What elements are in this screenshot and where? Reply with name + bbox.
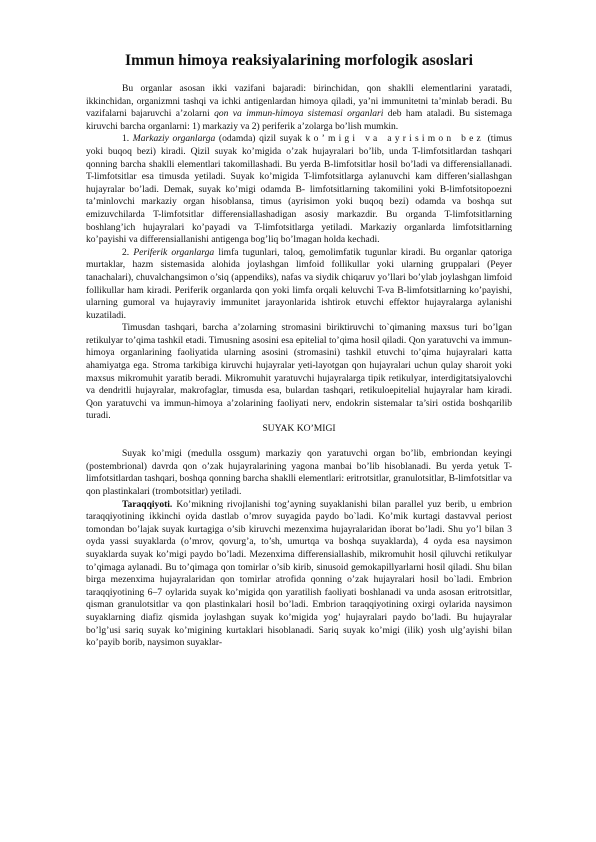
document-page <box>86 52 512 650</box>
paragraph-central-organs <box>86 133 512 246</box>
page-title: Immun himoya reaksiyalarining morfologik asoslari <box>125 52 473 69</box>
bold-term: Taraqqiyoti. <box>122 498 173 510</box>
paragraph-bone-marrow: Suyak ko’migi (medulla ossgum) markaziy qon yaratuvchi organ bo’lib, embriondan keyingi (postembrional) davrda qon o’zak hujayralarining yagona manbai bo’lib hisoblanadi. Bu yerda yetuk T-limfotsitlardan tashqari, boshqa qonning barcha shaklli elementlari: eritrotsitlar, granulotsitlar, B-limfotsitlar va qon plastinkalari (trombotsitlar) yetiladi. <box>86 448 512 497</box>
italic-term: Periferik organlarga <box>133 246 215 258</box>
text: Ko’mikning rivojlanishi tog’ayning suyaklanishi bilan parallel yuz berib, u embrion taraqqiyotining ikkinchi oyida dastlab o’mrov suyagida paydo bo`ladi. Ko’mik kurtagi dastavval periost tomondan bo’lajak suyak kurtagiga o’sib kiruvchi mezenxima hujayralaridan iborat bo’ladi. Shu yo’l bilan 3 oyda yassi suyaklarda (o’mrov, qovurg’a, to’sh, umurtqa va boshqa suyaklarda), 4 oyda esa naysimon suyaklarda suyak ko’migi paydo bo’ladi. Mezenxima differensiallashib, mikromuhit hosil qiluvchi retikulyar to’qimaga aylanadi. Bu to’qimaga qon tomirlar o’sib kirib, sinusoid gemokapillyarlarni hosil qiladi. Shu bilan birga mezenxima hujayralaridan qon tomirlar atrofida qonning o’zak hujayralari hosil bo`ladi. Embrion taraqqiyotining 6–7 oylarida suyak ko’migida qon yaratilish faoliyati boshlanadi va unda asosan eritrotsitlar, qisman granulotsitlar va qon plastinkalari hosil bo’ladi. Embrion taraqqiyotining oxirgi oylarida naysimon suyaklarning diafiz qismida joylashgan suyak ko’migida yog’ hujayralari paydo bo’ladi. Bu hujayralar bo’lg’usi sariq suyak ko’migining kurtaklari hisoblanadi. Sariq suyak ko’migi (ilik) yosh ulg’ayishi bilan ko’payib borib, naysimon suyaklar- <box>86 498 512 649</box>
text: limfa tugunlari, taloq, gemolimfatik tugunlar kiradi. Bu organlar qatoriga murtaklar, hazm sistemasida alohida joylashgan limfoid follikullar yoki ularning gruppalari (Peyer tanachalari), chuvalchangsimon o’siq (appendiks), nafas va siydik chiqaruv yo’llari bo’ylab joylashgan limfoid follikullar ham kiradi. Periferik organlarda qon yoki limfa orqali keluvchi T-va B-limfotsitlarning ko’payishi, ularning gumoral va hujayraviy immunitet jarayonlarida ishtirok etuvchi effektor hujayralarga aylanishi kuzatiladi. <box>86 246 512 321</box>
text: deb ham ataladi. Bu sistemaga kiruvchi barcha organlarni: 1) markaziy va 2) periferik a’zolarga bo’lish mumkin. <box>86 108 512 132</box>
text: Bu organlar asosan ikki vazifani bajaradi: birinchidan, qon shaklli elementlarini yaratadi, ikkinchidan, organizmni tashqi va ichki antigenlardan himoya qiladi, ya’ni immunitetni ta’minlab beradi. Bu vazifalarni bajaruvchi a’zolarni <box>86 83 512 120</box>
italic-term: qon va immun-himoya sistemasi organlari <box>214 108 384 120</box>
paragraph-stroma: Timusdan tashqari, barcha a’zolarning stromasini biriktiruvchi to`qimaning maxsus turi bo’lgan retikulyar to’qima tashkil etadi. Timusning asosini esa epitelial to’qima hosil qiladi. Qon yaratuvchi va immun-himoya organlarining faoliyatida ularning asosini (stromasini) tashkil etuvchi to’qima hujayralari katta ahamiyatga ega. Stroma tarkibiga kiruvchi hujayralar yeti-layotgan qon hujayralari uchun qulay sharoit yoki maxsus mikromuhit yaratib beradi. Mikromuhit yaratuvchi hujayralarga tipik retikulyar, interdigitatsiyalovchi va dendritli hujayralar, makrofaglar, timusda esa, bulardan tashqari, retikuloepitelial hujayralar ham kiradi. Qon yaratuvchi va immun-himoya a’zolarining faoliyati nerv, endokrin sistemalar ta’siri ostida boshqarilib turadi. <box>86 322 512 422</box>
paragraph-peripheral-organs <box>86 247 512 323</box>
paragraph-intro <box>86 83 512 133</box>
text: 1. <box>122 133 133 145</box>
spaced-term: ko’migi va ayrisimon bez <box>305 133 484 145</box>
text: 2. <box>122 246 134 258</box>
section-heading: SUYAK KO’MIGI <box>262 423 336 435</box>
italic-term: Markaziy organlarga <box>132 133 216 145</box>
text: (timus yoki buqoq bezi) kiradi. Qizil suyak ko’migida o’zak hujayralari bo’lib, unda T-limfotsitlardan tashqari qonning barcha shaklli elementlari takomillashadi. Bu yerda B-limfotsitlar hosil bo’ladi va differensiallanadi. T-limfotsitlar esa timusda yetiladi. Suyak ko’migida T-limfotsitlarga aylanuvchi kam differen’siallashgan hujayralar bo’ladi. Demak, suyak ko’migi odamda B- limfotsitlarning takomilini yoki B-limfotsitopoezni ta’minlovchi markaziy organ hisoblansa, timus (ayrisimon yoki buqoq bezi) odamda va boshqa sut emizuvchilarda T-limfotsitlar differensiallashadigan asosiy markazdir. Bu organda T-limfotsitlarning boshlang’ich hujayralari ko’payadi va T-limfotsitlarga yetiladi. Markaziy organlarda limfotsitlarning ko’payishi va differensiallanishi antigenga bog’liq bo’lmagan holda kechadi. <box>86 133 513 246</box>
text: (odamda) qizil suyak <box>215 133 306 145</box>
paragraph-development <box>86 499 512 650</box>
